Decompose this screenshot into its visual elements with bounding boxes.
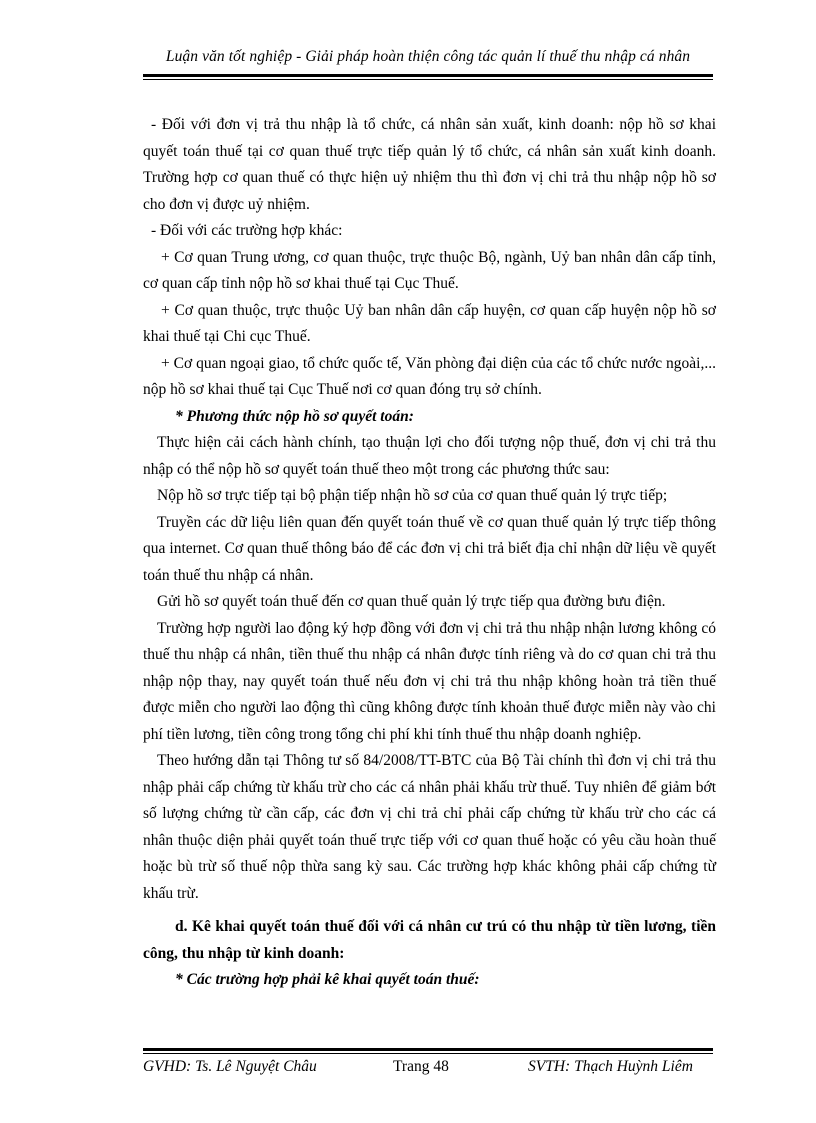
page-body: [143, 112, 716, 994]
page-number: Trang 48: [393, 1058, 449, 1075]
paragraph: + Cơ quan ngoại giao, tổ chức quốc tế, Văn phòng đại diện của các tổ chức nước ngoài,... nộp hồ sơ khai thuế tại Cục Thuế nơi cơ quan đóng trụ sở chính.: [143, 354, 716, 398]
header-rule-thick: [143, 74, 713, 77]
footer-student: SVTH: Thạch Huỳnh Liêm: [528, 1058, 693, 1075]
paragraph: Thực hiện cải cách hành chính, tạo thuận lợi cho đối tượng nộp thuế, đơn vị chi trả thu nhập có thể nộp hồ sơ quyết toán thuế theo một trong các phương thức sau:: [143, 434, 716, 478]
paragraph: Trường hợp người lao động ký hợp đồng với đơn vị chi trả thu nhập nhận lương không có thuế thu nhập cá nhân, tiền thuế thu nhập cá nhân được tính riêng và do cơ quan chi trả thu nhập nộp thay, nay quyết toán thuế nếu đơn vị chi trả thu nhập không hoàn trả tiền thuế được miễn cho người lao động thì cũng không được tính khoản thuế được miễn này vào chi phí tiền lương, tiền công trong tổng chi phí khi tính thuế thu nhập doanh nghiệp.: [143, 619, 716, 743]
paragraph: Theo hướng dẫn tại Thông tư số 84/2008/TT-BTC của Bộ Tài chính thì đơn vị chi trả thu nhập phải cấp chứng từ khấu trừ cho các cá nhân phải khấu trừ thuế. Tuy nhiên để giảm bớt số lượng chứng từ cần cấp, các đơn vị chi trả chỉ phải cấp chứng từ khấu trừ cho các cá nhân thuộc diện phải quyết toán thuế trực tiếp với cơ quan thuế hoặc có yêu cầu hoàn thuế hoặc bù trừ số thuế nộp thừa sang kỳ sau. Các trường hợp khác không phải cấp chứng từ khấu trừ.: [143, 752, 716, 902]
section-heading: d. Kê khai quyết toán thuế đối với cá nhân cư trú có thu nhập từ tiền lương, tiền công, thu nhập từ kinh doanh:: [143, 918, 716, 962]
paragraph: + Cơ quan thuộc, trực thuộc Uỷ ban nhân dân cấp huyện, cơ quan cấp huyện nộp hồ sơ khai thuế tại Chi cục Thuế.: [143, 301, 716, 345]
footer-rule-thin: [143, 1053, 713, 1054]
paragraph: Nộp hồ sơ trực tiếp tại bộ phận tiếp nhận hồ sơ của cơ quan thuế quản lý trực tiếp;: [157, 487, 668, 504]
footer-rule-thick: [143, 1048, 713, 1051]
section-heading: * Các trường hợp phải kê khai quyết toán thuế:: [175, 971, 480, 988]
paragraph: + Cơ quan Trung ương, cơ quan thuộc, trực thuộc Bộ, ngành, Uỷ ban nhân dân cấp tỉnh, cơ quan cấp tỉnh nộp hồ sơ khai thuế tại Cục Thuế.: [143, 248, 716, 292]
paragraph: - Đối với các trường hợp khác:: [151, 222, 343, 239]
section-heading: * Phương thức nộp hồ sơ quyết toán:: [175, 407, 414, 425]
footer-advisor: GVHD: Ts. Lê Nguyệt Châu: [143, 1058, 317, 1075]
paragraph: Truyền các dữ liệu liên quan đến quyết toán thuế về cơ quan thuế quản lý trực tiếp thông qua internet. Cơ quan thuế thông báo để các đơn vị chi trả biết địa chỉ nhận dữ liệu về quyết toán thuế thu nhập cá nhân.: [143, 513, 716, 584]
running-header: Luận văn tốt nghiệp - Giải pháp hoàn thiện công tác quản lí thuế thu nhập cá nhân: [165, 48, 691, 65]
header-rule-thin: [143, 79, 713, 80]
paragraph: - Đối với đơn vị trả thu nhập là tổ chức, cá nhân sản xuất, kinh doanh: nộp hồ sơ khai quyết toán thuế tại cơ quan thuế trực tiếp quản lý tổ chức, cá nhân sản xuất kinh doanh. Trường hợp cơ quan thuế có thực hiện uỷ nhiệm thu thì đơn vị chi trả thu nhập nộp hồ sơ cho đơn vị được uỷ nhiệm.: [143, 116, 716, 213]
paragraph: Gửi hồ sơ quyết toán thuế đến cơ quan thuế quản lý trực tiếp qua đường bưu điện.: [157, 593, 666, 610]
